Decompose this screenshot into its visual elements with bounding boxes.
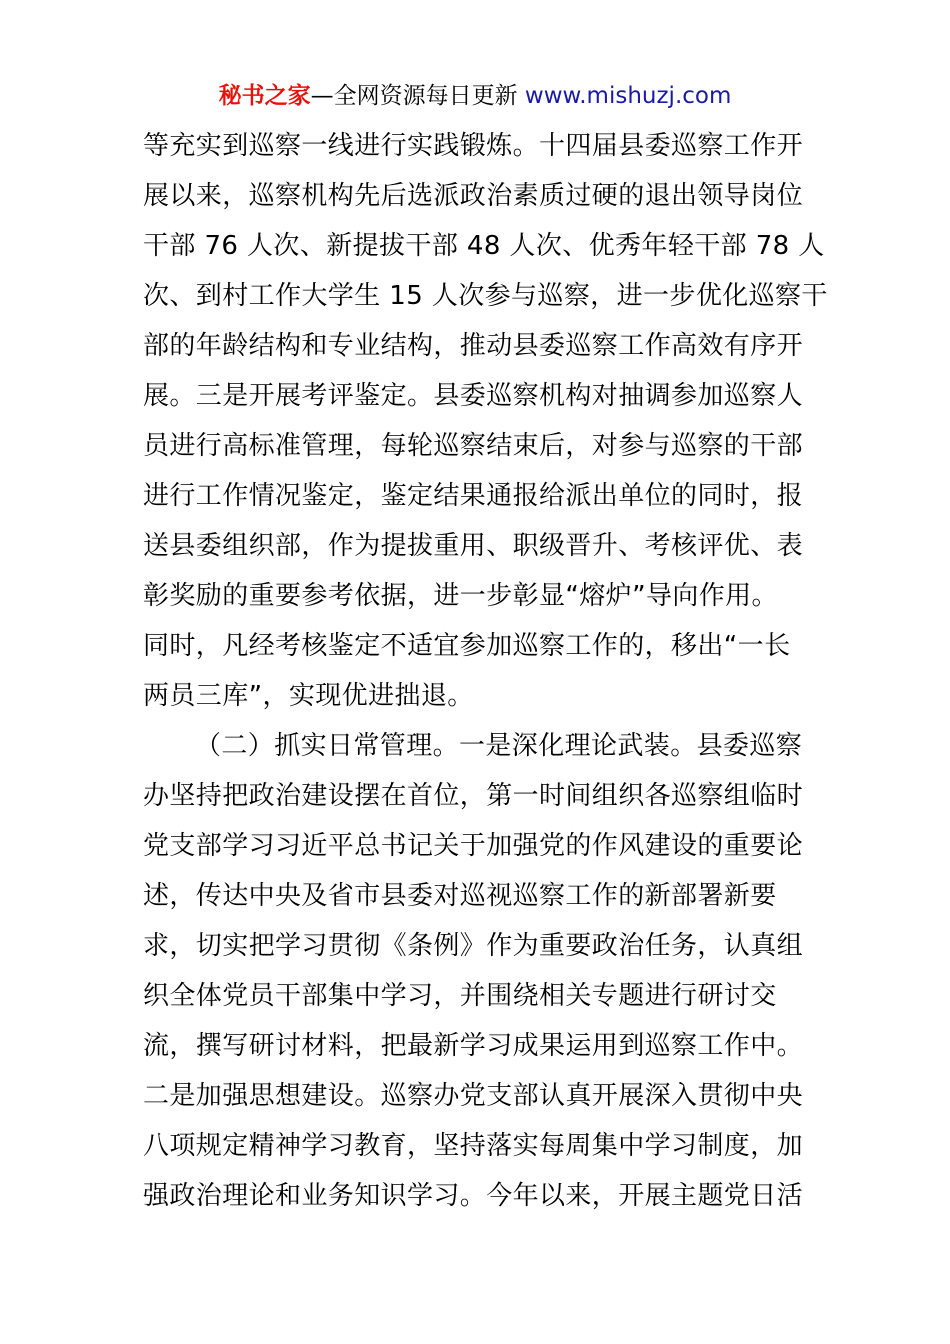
text-line: 部的年龄结构和专业结构，推动县委巡察工作高效有序开 xyxy=(143,331,804,361)
document-body xyxy=(143,121,828,1221)
text-line: 办坚持把政治建设摆在首位，第一时间组织各巡察组临时 xyxy=(143,781,804,811)
site-brand: 秘书之家 xyxy=(218,83,311,109)
text-line: 等充实到巡察一线进行实践锻炼。十四届县委巡察工作开 xyxy=(143,131,804,161)
text-line: 二是加强思想建设。巡察办党支部认真开展深入贯彻中央 xyxy=(143,1081,804,1111)
text-line: 送县委组织部，作为提拔重用、职级晋升、考核评优、表 xyxy=(143,531,804,561)
text-line: 党支部学习习近平总书记关于加强党的作风建设的重要论 xyxy=(143,831,804,861)
section-heading-line: （二）抓实日常管理。一是深化理论武装。县委巡察 xyxy=(195,731,803,761)
text-line: 两员三库”，实现优进拙退。 xyxy=(143,681,474,711)
text-line: 求，切实把学习贯彻《条例》作为重要政治任务，认真组 xyxy=(143,931,804,961)
site-tagline: —全网资源每日更新 xyxy=(310,83,525,109)
text-line: 进行工作情况鉴定，鉴定结果通报给派出单位的同时，报 xyxy=(143,481,804,511)
page-header xyxy=(0,80,950,112)
text-line: 同时，凡经考核鉴定不适宜参加巡察工作的，移出“一长 xyxy=(143,631,791,661)
text-line: 员进行高标准管理，每轮巡察结束后，对参与巡察的干部 xyxy=(143,431,804,461)
text-line: 述，传达中央及省市县委对巡视巡察工作的新部署新要 xyxy=(143,881,777,911)
text-line: 彰奖励的重要参考依据，进一步彰显“熔炉”导向作用。 xyxy=(143,581,778,611)
text-line: 干部 76 人次、新提拔干部 48 人次、优秀年轻干部 78 人 xyxy=(143,231,825,261)
text-line: 八项规定精神学习教育，坚持落实每周集中学习制度，加 xyxy=(143,1131,804,1161)
text-line: 展。三是开展考评鉴定。县委巡察机构对抽调参加巡察人 xyxy=(143,381,804,411)
text-line: 流，撰写研讨材料，把最新学习成果运用到巡察工作中。 xyxy=(143,1031,804,1061)
text-line: 强政治理论和业务知识学习。今年以来，开展主题党日活 xyxy=(143,1181,804,1211)
site-url-link[interactable]: www.mishuzj.com xyxy=(524,83,732,109)
text-line: 织全体党员干部集中学习，并围绕相关专题进行研讨交 xyxy=(143,981,777,1011)
text-line: 次、到村工作大学生 15 人次参与巡察，进一步优化巡察干 xyxy=(143,281,828,311)
text-line: 展以来，巡察机构先后选派政治素质过硬的退出领导岗位 xyxy=(143,181,804,211)
